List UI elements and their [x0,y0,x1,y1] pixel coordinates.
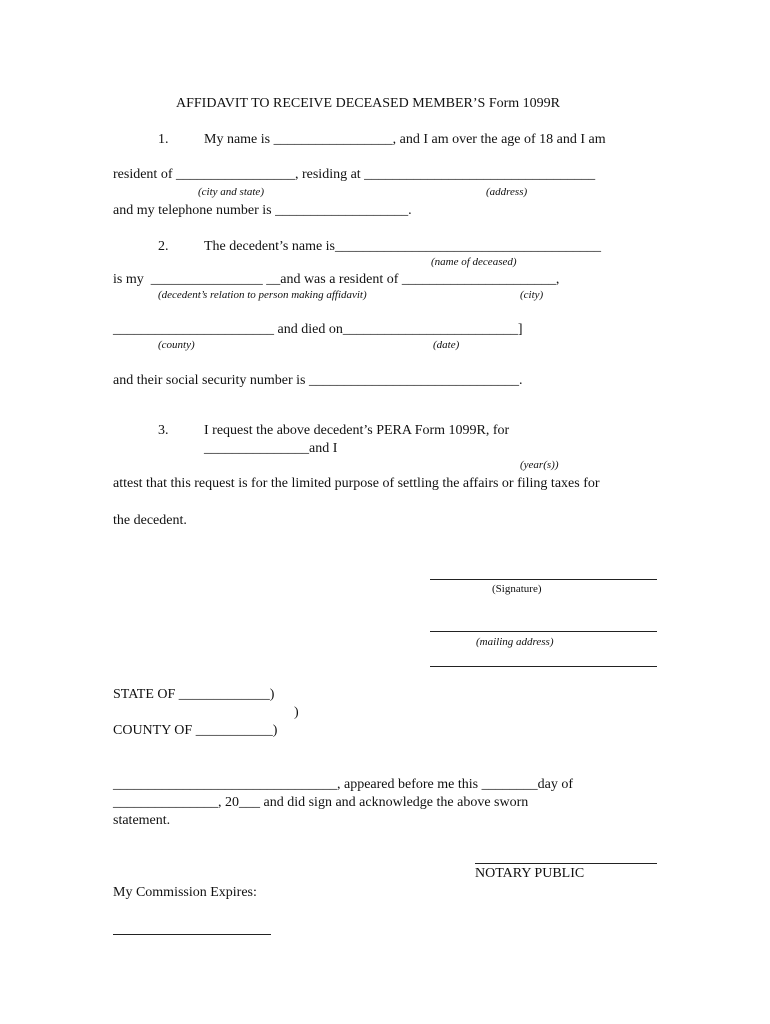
item-3-request-line: I request the above decedent’s PERA Form 1099R, for [204,423,510,438]
caption-county: (county) [158,339,195,351]
item-1-residence-line: resident of _________________, residing at _________________________________ [113,167,596,182]
signature-line [430,579,657,580]
mailing-address-line-1 [430,631,657,632]
notary-public-label: NOTARY PUBLIC [475,866,585,881]
jurat-line-1: ________________________________, appeared before me this ________day of [113,777,573,792]
item-1-number: 1. [158,132,169,147]
caption-mailing-address: (mailing address) [476,636,554,648]
mailing-address-line-2 [430,666,657,667]
item-3-attest-line: attest that this request is for the limited purpose of settling the affairs or filing taxes for [113,476,600,491]
caption-city-state: (city and state) [198,186,264,198]
item-2-number: 2. [158,239,169,254]
jurat-line-2: _______________, 20___ and did sign and acknowledge the above sworn [113,795,529,810]
form-title: AFFIDAVIT TO RECEIVE DECEASED MEMBER’S Form 1099R [176,96,561,111]
item-3-decedent-line: the decedent. [113,513,187,528]
item-2-ssn-line: and their social security number is ______________________________. [113,373,523,388]
caption-signature: (Signature) [492,583,542,595]
caption-city: (city) [520,289,544,301]
item-3-number: 3. [158,423,169,438]
caption-relation: (decedent’s relation to person making affidavit) [158,289,367,301]
caption-date: (date) [433,339,460,351]
jurat-line-3: statement. [113,813,171,828]
item-2-county-date-line: _______________________ and died on_________________________] [113,322,523,337]
caption-address: (address) [486,186,528,198]
item-2-decedent-name-line: The decedent’s name is______________________________________ [204,239,602,254]
item-2-relation-line: is my ________________ __and was a resident of ______________________, [113,272,560,287]
commission-expires-line [113,934,271,935]
caption-name-of-deceased: (name of deceased) [431,256,517,268]
venue-bracket: ) [294,705,299,720]
commission-expires-label: My Commission Expires: [113,885,257,900]
item-1-telephone-line: and my telephone number is ___________________. [113,203,412,218]
venue-state: STATE OF _____________) [113,687,275,702]
notary-signature-line [475,863,657,864]
caption-years: (year(s)) [520,459,559,471]
venue-county: COUNTY OF ___________) [113,723,278,738]
item-3-years-line: _______________and I [204,441,338,456]
item-1-name-line: My name is _________________, and I am over the age of 18 and I am [204,132,606,147]
